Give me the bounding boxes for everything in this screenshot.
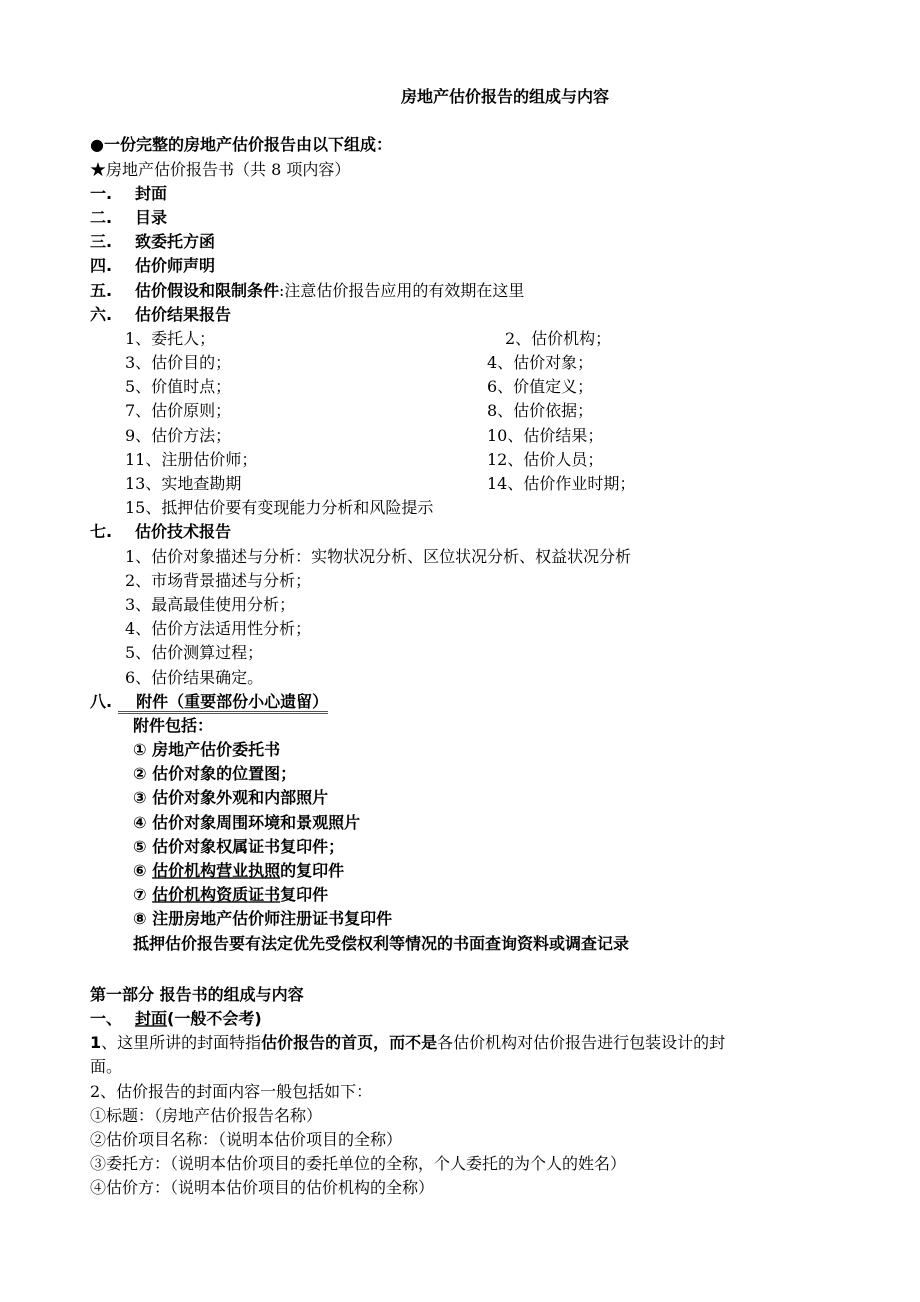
list-item: 5、估价测算过程；: [125, 643, 264, 663]
list-item: 1、估价对象描述与分析：实物状况分析、区位状况分析、权益状况分析: [125, 546, 632, 566]
list-item: 2、估价机构；: [505, 328, 612, 348]
attachments-note: 抵押估价报告要有法定优先受偿权利等情况的书面查询资料或调查记录: [133, 933, 630, 953]
list-item-row: [90, 375, 850, 399]
cover-item: ②估价项目名称：（说明本估价项目的全称）: [90, 1129, 403, 1149]
section-heading: 五. 估价假设和限制条件:注意估价报告应用的有效期在这里: [90, 280, 525, 300]
list-item-row: [90, 327, 850, 351]
report-book-heading: ★房地产估价报告书（共 8 项内容）: [90, 159, 351, 179]
document-body: [90, 85, 850, 1200]
list-item: 12、估价人员；: [487, 449, 604, 469]
subsection-heading: 一、 封面(一般不会考): [90, 1008, 262, 1028]
attachment-item: ⑥ 估价机构营业执照的复印件: [133, 861, 345, 880]
list-item: 11、注册估价师；: [125, 449, 258, 469]
attachment-item: ② 估价对象的位置图；: [133, 764, 297, 784]
attachments-intro: 附件包括：: [133, 715, 214, 735]
section-note: :注意估价报告应用的有效期在这里: [279, 280, 525, 300]
list-item-row: [90, 424, 850, 448]
list-item: 7、估价原则；: [125, 401, 232, 421]
list-item-row: [90, 448, 850, 472]
attachment-item: ④ 估价对象周围环境和景观照片: [133, 812, 361, 832]
list-item: 3、估价目的；: [125, 353, 232, 373]
list-item: 6、估价结果确定。: [125, 667, 264, 687]
cover-item: ④估价方：（说明本估价项目的估价机构的全称）: [90, 1178, 435, 1198]
list-item: 6、价值定义；: [487, 377, 594, 397]
section-heading: 六. 估价结果报告: [90, 304, 232, 324]
list-item: 1、委托人；: [125, 328, 216, 348]
list-item: 2、市场背景描述与分析；: [125, 570, 312, 590]
paragraph-1: 1、这里所讲的封面特指估价报告的首页，而不是各估价机构对估价报告进行包装设计的封: [90, 1033, 726, 1053]
attachment-item: ① 房地产估价委托书: [133, 740, 281, 760]
list-item: 15、抵押估价要有变现能力分析和风险提示: [125, 498, 434, 518]
paragraph-2: 2、估价报告的封面内容一般包括如下：: [90, 1081, 373, 1101]
attachment-item: ⑤ 估价对象权属证书复印件；: [133, 836, 345, 856]
list-item: 14、估价作业时期；: [487, 474, 636, 493]
list-item: 9、估价方法；: [125, 425, 232, 445]
list-item-row: [90, 351, 850, 375]
attachment-item: ⑦ 估价机构资质证书复印件: [133, 885, 329, 905]
section-heading: 八. 附件（重要部份小心遗留）: [90, 690, 850, 714]
list-item: 8、估价依据；: [487, 401, 594, 421]
list-item: 13、实地查勘期: [125, 474, 242, 493]
paragraph-1-cont: 面。: [90, 1057, 123, 1077]
section-heading: 一. 封面: [90, 183, 168, 203]
part-heading: 第一部分 报告书的组成与内容: [90, 984, 304, 1004]
list-item: 4、估价方法适用性分析；: [125, 619, 312, 639]
section-heading: 七. 估价技术报告: [90, 522, 232, 542]
attachment-item: ⑧ 注册房地产估价师注册证书复印件: [133, 909, 393, 929]
list-item: 5、价值时点；: [125, 377, 232, 397]
section-heading: 二. 目录: [90, 207, 168, 227]
section-heading: 四. 估价师声明: [90, 256, 216, 276]
attachment-item: ③ 估价对象外观和内部照片: [133, 788, 329, 808]
list-item: 4、估价对象；: [487, 353, 594, 373]
list-item: 10、估价结果；: [487, 425, 604, 445]
section-heading: 三. 致委托方函: [90, 232, 216, 252]
cover-item: ①标题：（房地产估价报告名称）: [90, 1105, 323, 1125]
list-item-row: [90, 399, 850, 423]
intro-line: ●一份完整的房地产估价报告由以下组成：: [90, 135, 392, 155]
cover-item: ③委托方：（说明本估价项目的委托单位的全称，个人委托的为个人的姓名）: [90, 1154, 627, 1174]
list-item-row: [90, 472, 850, 496]
page-title: 房地产估价报告的组成与内容: [400, 87, 609, 106]
list-item: 3、最高最佳使用分析；: [125, 594, 296, 614]
